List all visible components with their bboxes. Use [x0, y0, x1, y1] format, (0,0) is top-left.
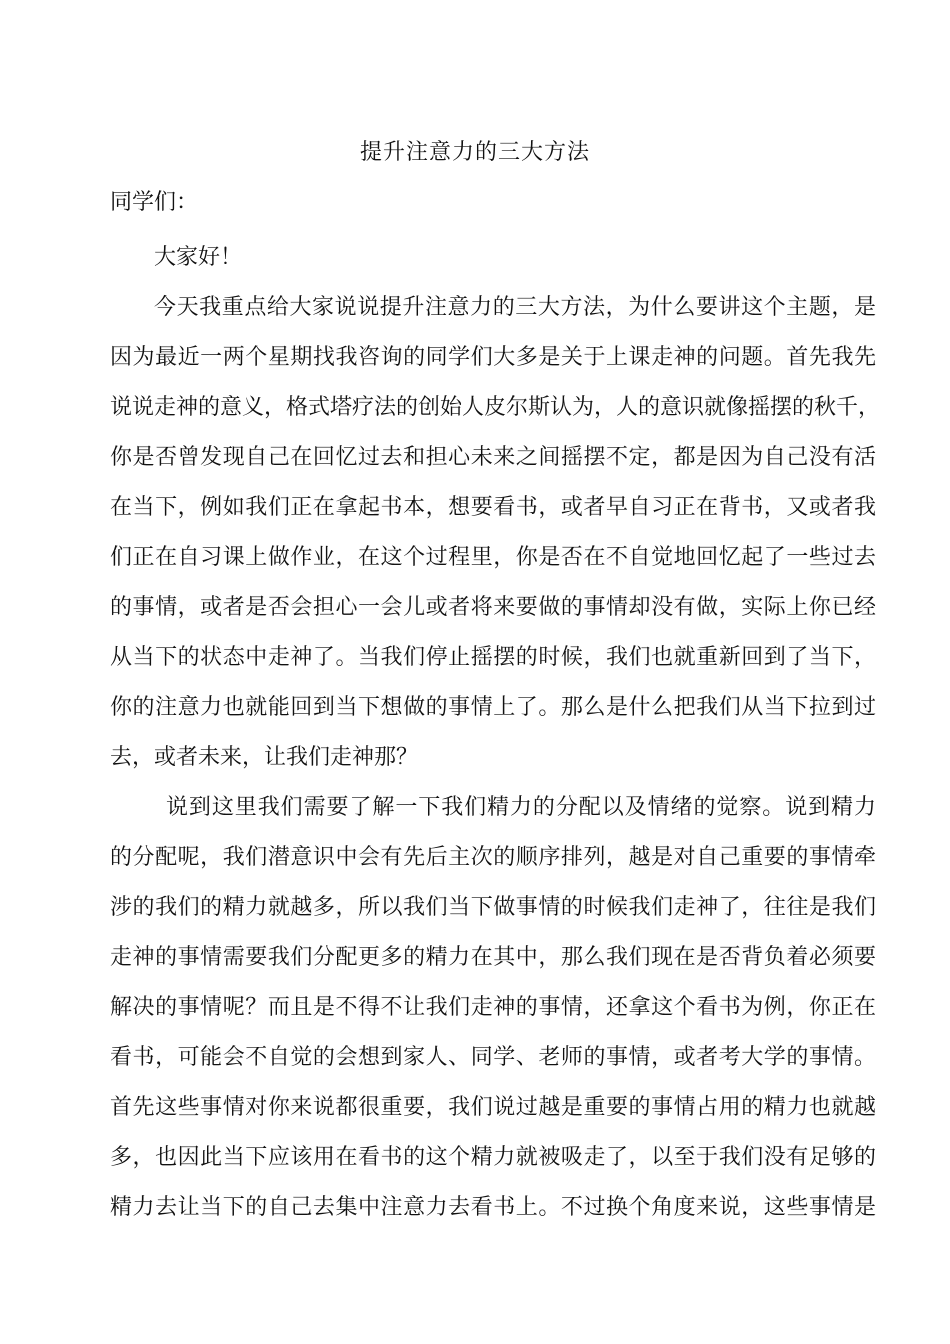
paragraph-line: 多，也因此当下应该用在看书的这个精力就被吸走了，以至于我们没有足够的 — [110, 1145, 876, 1170]
paragraph-line: 解决的事情呢？而且是不得不让我们走神的事情，还拿这个看书为例，你正在 — [110, 995, 876, 1020]
paragraph-line: 首先这些事情对你来说都很重要，我们说过越是重要的事情占用的精力也就越 — [110, 1095, 876, 1120]
paragraph-line: 精力去让当下的自己去集中注意力去看书上。不过换个角度来说，这些事情是 — [110, 1195, 876, 1220]
paragraph-line: 在当下，例如我们正在拿起书本，想要看书，或者早自习正在背书，又或者我 — [110, 495, 876, 520]
paragraph-line: 涉的我们的精力就越多，所以我们当下做事情的时候我们走神了，往往是我们 — [110, 895, 876, 920]
paragraph-line: 走神的事情需要我们分配更多的精力在其中，那么我们现在是否背负着必须要 — [110, 945, 876, 970]
paragraph-line: 说说走神的意义，格式塔疗法的创始人皮尔斯认为，人的意识就像摇摆的秋千， — [110, 395, 881, 420]
paragraph-line: 的分配呢，我们潜意识中会有先后主次的顺序排列，越是对自己重要的事情牵 — [110, 845, 876, 870]
document-body — [110, 233, 881, 1233]
paragraph-line: 你的注意力也就能回到当下想做的事情上了。那么是什么把我们从当下拉到过 — [110, 695, 876, 720]
document-title: 提升注意力的三大方法 — [359, 140, 590, 165]
salutation: 同学们： — [110, 190, 199, 215]
paragraph-line: 们正在自习课上做作业，在这个过程里，你是否在不自觉地回忆起了一些过去 — [110, 545, 876, 570]
greeting-line: 大家好！ — [154, 245, 243, 270]
paragraph-line: 今天我重点给大家说说提升注意力的三大方法，为什么要讲这个主题，是 — [154, 295, 876, 320]
paragraph-line: 的事情，或者是否会担心一会儿或者将来要做的事情却没有做，实际上你已经 — [110, 595, 876, 620]
paragraph-line: 说到这里我们需要了解一下我们精力的分配以及情绪的觉察。说到精力 — [166, 795, 876, 820]
paragraph-line: 因为最近一两个星期找我咨询的同学们大多是关于上课走神的问题。首先我先 — [110, 345, 876, 370]
paragraph-line: 你是否曾发现自己在回忆过去和担心未来之间摇摆不定，都是因为自己没有活 — [110, 445, 876, 470]
paragraph-line: 去，或者未来，让我们走神那？ — [110, 745, 419, 770]
paragraph-line: 看书，可能会不自觉的会想到家人、同学、老师的事情，或者考大学的事情。 — [110, 1045, 876, 1070]
paragraph-line: 从当下的状态中走神了。当我们停止摇摆的时候，我们也就重新回到了当下， — [110, 645, 876, 670]
